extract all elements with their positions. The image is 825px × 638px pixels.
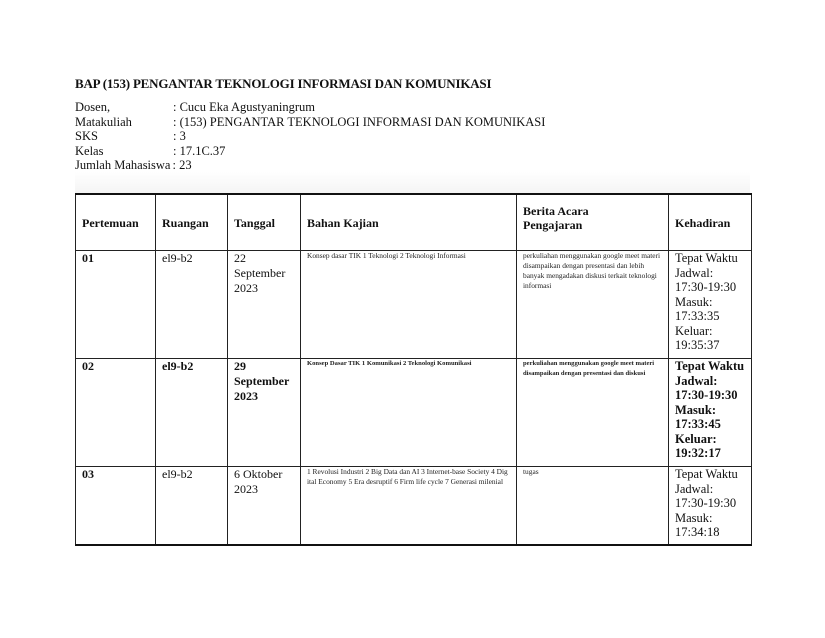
kehadiran-jadwal-label: Jadwal: <box>675 373 718 388</box>
meta-label: Kelas <box>75 143 104 158</box>
meta-jumlah-mahasiswa <box>75 158 545 173</box>
meta-label: SKS <box>75 129 98 144</box>
page-title: BAP (153) PENGANTAR TEKNOLOGI INFORMASI DAN KOMUNIKASI <box>75 76 492 91</box>
kehadiran-jadwal: 17:30-19:30 <box>675 388 738 402</box>
meta-sks <box>75 129 545 144</box>
meta-value: : Cucu Eka Agustyaningrum <box>173 100 315 114</box>
meta-kelas <box>75 144 545 159</box>
cell-pertemuan: 02 <box>76 359 156 467</box>
meta-label: Dosen, <box>75 100 111 114</box>
cell-berita-acara: tugas <box>517 467 669 546</box>
cell-kehadiran <box>669 359 752 467</box>
kehadiran-keluar: 19:32:17 <box>675 446 721 460</box>
meta-value: : 3 <box>173 129 186 144</box>
kehadiran-masuk: 17:34:18 <box>675 525 720 539</box>
meta-dosen <box>75 100 545 115</box>
meta-label: Jumlah Mahasiswa <box>75 158 171 173</box>
kehadiran-status: Tepat Waktu <box>675 359 745 373</box>
header-pertemuan: Pertemuan <box>76 194 156 251</box>
cell-ruangan: el9-b2 <box>156 251 228 359</box>
header-kehadiran: Kehadiran <box>669 194 752 251</box>
header-tanggal: Tanggal <box>228 194 301 251</box>
cell-ruangan: el9-b2 <box>156 467 228 546</box>
kehadiran-jadwal: 17:30-19:30 <box>675 280 737 294</box>
kehadiran-masuk-label: Masuk: <box>675 510 713 525</box>
header-berita-line-2: Pengajaran <box>523 218 583 232</box>
header-berita-line-1: Berita Acara <box>523 204 589 218</box>
kehadiran-status: Tepat Waktu <box>675 467 738 481</box>
kehadiran-keluar-label: Keluar: <box>675 323 713 338</box>
kehadiran-masuk: 17:33:45 <box>675 417 721 431</box>
table-header-row <box>76 194 752 251</box>
kehadiran-masuk: 17:33:35 <box>675 309 720 323</box>
cell-berita-acara: perkuliahan menggunakan google meet materi disampaikan dengan presentasi dan diskusi <box>517 359 669 467</box>
cell-kehadiran <box>669 467 752 546</box>
kehadiran-status: Tepat Waktu <box>675 251 738 265</box>
meta-matakuliah <box>75 115 545 130</box>
header-ruangan: Ruangan <box>156 194 228 251</box>
cell-bahan-kajian: Konsep Dasar TIK 1 Komunikasi 2 Teknologi Komunikasi <box>301 359 517 467</box>
cell-tanggal: 29 September 2023 <box>228 359 301 467</box>
header-shade <box>75 172 750 193</box>
table-row <box>76 251 752 359</box>
kehadiran-masuk-label: Masuk: <box>675 294 713 309</box>
kehadiran-jadwal-label: Jadwal: <box>675 481 714 496</box>
kehadiran-keluar-label: Keluar: <box>675 431 717 446</box>
kehadiran-masuk-label: Masuk: <box>675 402 716 417</box>
cell-pertemuan: 03 <box>76 467 156 546</box>
meta-label: Matakuliah <box>75 114 132 129</box>
cell-bahan-kajian: Konsep dasar TIK 1 Teknologi 2 Teknologi Informasi <box>301 251 517 359</box>
kehadiran-keluar: 19:35:37 <box>675 338 720 352</box>
table-row <box>76 467 752 546</box>
kehadiran-jadwal: 17:30-19:30 <box>675 496 737 510</box>
meta-value: : 17.1C.37 <box>173 143 226 158</box>
course-info <box>75 100 545 173</box>
header-bahan-kajian: Bahan Kajian <box>301 194 517 251</box>
cell-ruangan: el9-b2 <box>156 359 228 467</box>
table-row <box>76 359 752 467</box>
meta-value: : 23 <box>172 158 192 173</box>
cell-bahan-kajian: 1 Revolusi Industri 2 Big Data dan AI 3 Internet-base Society 4 Dig ital Economy 5 Era desruptif 6 Firm life cycle 7 Generasi milenial <box>301 467 517 546</box>
cell-berita-acara: perkuliahan menggunakan google meet materi disampaikan dengan presentasi dan lebih banyak mengadakan diskusi terkait teknologi informasi <box>517 251 669 359</box>
cell-tanggal: 22 September 2023 <box>228 251 301 359</box>
bap-table <box>75 193 752 546</box>
cell-pertemuan: 01 <box>76 251 156 359</box>
kehadiran-jadwal-label: Jadwal: <box>675 265 714 280</box>
cell-tanggal: 6 Oktober 2023 <box>228 467 301 546</box>
header-berita-acara <box>517 194 669 251</box>
cell-kehadiran <box>669 251 752 359</box>
meta-value: : (153) PENGANTAR TEKNOLOGI INFORMASI DAN KOMUNIKASI <box>173 114 546 129</box>
